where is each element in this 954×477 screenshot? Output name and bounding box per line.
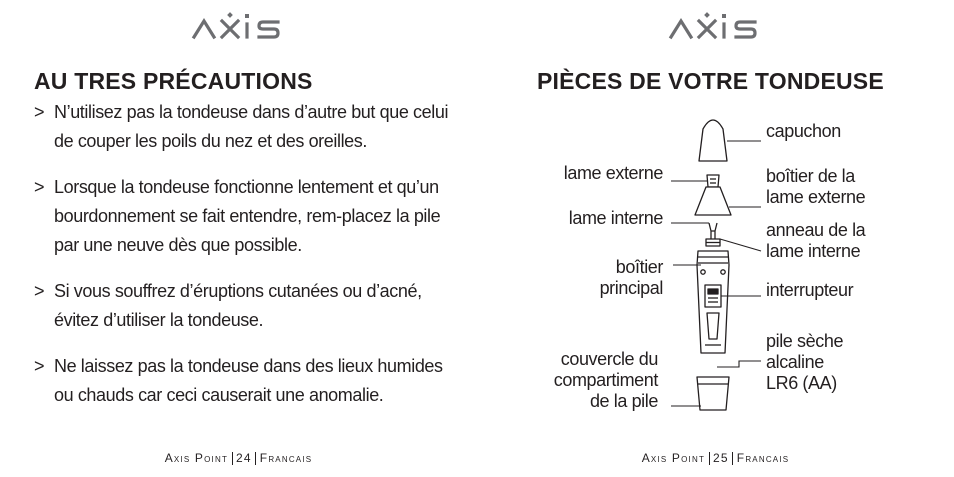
label-switch: interrupteur xyxy=(766,280,854,300)
outer-blade-shape xyxy=(707,175,719,187)
inner-blade-shape xyxy=(709,223,717,239)
precautions-list xyxy=(34,98,454,427)
bullet-marker: > xyxy=(34,177,45,197)
precaution-item xyxy=(34,277,454,335)
footer-language: Francais xyxy=(736,451,790,465)
precaution-text: Ne laissez pas la tondeuse dans des lieux humides ou chauds car ceci causerait une anomalie. xyxy=(54,356,443,405)
axis-logo-icon xyxy=(184,8,294,44)
axis-logo xyxy=(184,8,294,44)
page-number: 24 xyxy=(232,452,256,465)
footer-brand: Axis Point xyxy=(641,451,706,465)
cap-shape xyxy=(699,120,727,161)
label-battery: pile sèche alcaline LR6 (AA) xyxy=(766,331,844,393)
axis-logo xyxy=(661,8,771,44)
leader-battery xyxy=(717,361,761,367)
bullet-marker: > xyxy=(34,356,45,376)
precaution-item xyxy=(34,173,454,260)
precaution-text: Si vous souffrez d’éruptions cutanées ou d’acné, évitez d’utiliser la tondeuse. xyxy=(54,281,422,330)
axis-logo-icon xyxy=(661,8,771,44)
leader-inner-blade-ring xyxy=(720,239,761,251)
trimmer-parts-diagram xyxy=(477,105,954,425)
page-number: 25 xyxy=(709,452,733,465)
label-cap: capuchon xyxy=(766,121,841,141)
outer-blade-housing-shape xyxy=(695,187,731,215)
label-main-body: boîtier principal xyxy=(599,257,663,298)
page-footer xyxy=(477,451,954,465)
label-outer-blade-housing: boîtier de la lame externe xyxy=(766,166,866,207)
precautions-heading: AU TRES PRÉCAUTIONS xyxy=(34,68,313,94)
parts-heading: PIÈCES DE VOTRE TONDEUSE xyxy=(537,68,884,94)
footer-brand: Axis Point xyxy=(164,451,229,465)
precaution-text: Lorsque la tondeuse fonctionne lentement et qu’un bourdonnement se fait entendre, rem-placez la pile par une neuve dès que possible. xyxy=(54,177,441,255)
precaution-text: N’utilisez pas la tondeuse dans d’autre but que celui de couper les poils du nez et des oreilles. xyxy=(54,102,449,151)
label-battery-cover: couvercle du compartiment de la pile xyxy=(553,349,658,411)
switch-shape xyxy=(705,285,721,307)
page-footer xyxy=(0,451,477,465)
bullet-marker: > xyxy=(34,281,45,301)
precaution-item xyxy=(34,352,454,410)
right-page xyxy=(477,0,954,477)
trimmer-illustration xyxy=(477,105,954,425)
label-outer-blade: lame externe xyxy=(563,163,663,183)
footer-language: Francais xyxy=(259,451,313,465)
label-inner-blade: lame interne xyxy=(568,208,663,228)
battery-cover-shape xyxy=(697,377,729,410)
label-inner-blade-ring: anneau de la lame interne xyxy=(766,220,866,261)
bullet-marker: > xyxy=(34,102,45,122)
precaution-item xyxy=(34,98,454,156)
